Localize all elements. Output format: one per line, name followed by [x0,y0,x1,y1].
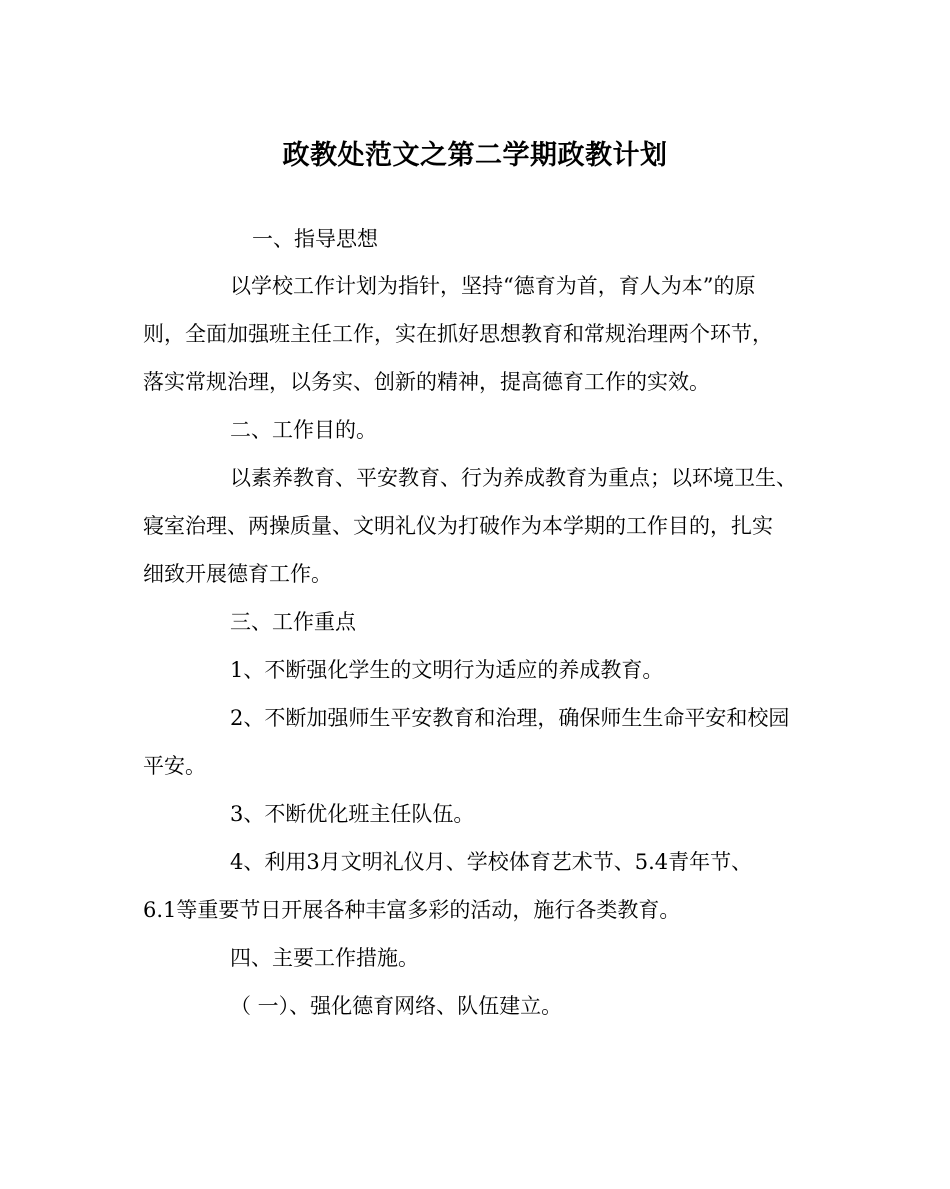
document-title: 政教处范文之第二学期政教计划 [282,140,668,171]
paragraph-line: 以素养教育、平安教育、行为养成教育为重点；以环境卫生、 [230,466,797,490]
list-item: 3、不断优化班主任队伍。 [230,802,475,826]
list-item: 4、利用3月文明礼仪月、学校体育艺术节、5.4青年节、 [230,850,753,874]
paragraph-line: 细致开展德育工作。 [143,562,332,586]
paragraph-line: 6.1等重要节日开展各种丰富多彩的活动，施行各类教育。 [143,898,681,922]
paragraph-line: 则，全面加强班主任工作，实在抓好思想教育和常规治理两个环节， [143,322,773,346]
list-item: 2、不断加强师生平安教育和治理，确保师生生命平安和校园 [230,706,790,730]
paragraph-line: 寝室治理、两操质量、文明礼仪为打破作为本学期的工作目的，扎实 [143,514,773,538]
section-heading-work-focus: 三、工作重点 [230,610,356,634]
section-heading-guiding-thought: 一、指导思想 [252,227,378,251]
paragraph-line: 以学校工作计划为指针，坚持“德育为首，育人为本”的原 [230,274,756,298]
section-heading-work-goals: 二、工作目的。 [230,418,377,442]
paragraph-line: 平安。 [143,754,206,778]
list-item: 1、不断强化学生的文明行为适应的养成教育。 [230,658,664,682]
section-heading-main-measures: 四、主要工作措施。 [230,946,419,970]
subsection-heading: （ 一）、强化德育网络、队伍建立。 [230,994,563,1018]
paragraph-line: 落实常规治理，以务实、创新的精神，提高德育工作的实效。 [143,370,710,394]
